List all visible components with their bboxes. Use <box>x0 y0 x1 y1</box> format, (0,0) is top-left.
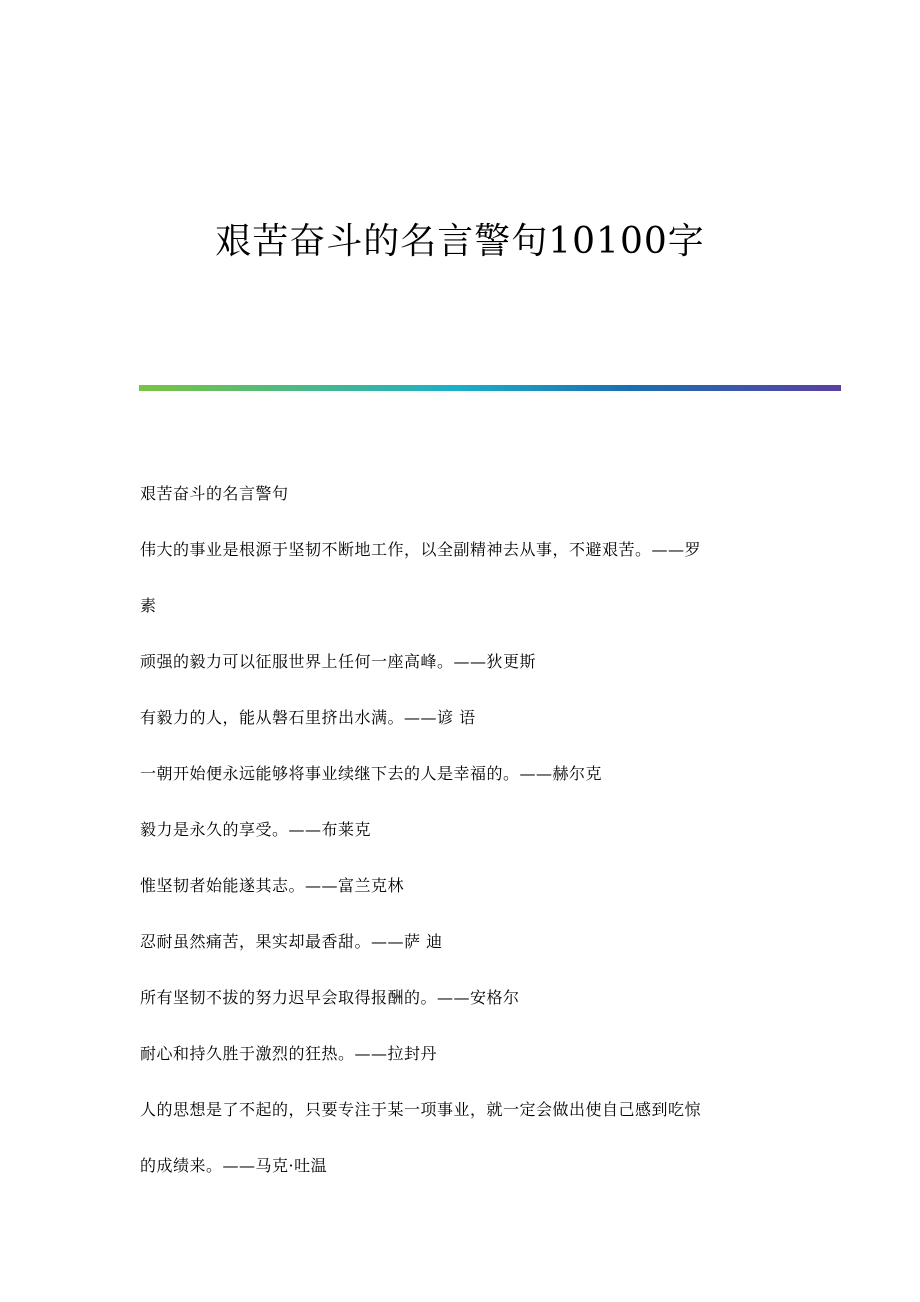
quote-line: 耐心和持久胜于激烈的狂热。——拉封丹 <box>140 1044 438 1063</box>
gradient-divider <box>139 385 841 391</box>
quote-line: 所有坚韧不拔的努力迟早会取得报酬的。——安格尔 <box>140 988 520 1007</box>
quote-line: 毅力是永久的享受。——布莱克 <box>140 820 372 839</box>
quote-line: 顽强的毅力可以征服世界上任何一座高峰。——狄更斯 <box>140 652 537 671</box>
document-body <box>140 466 780 1194</box>
quote-line: 惟坚韧者始能遂其志。——富兰克林 <box>140 876 405 895</box>
quote-line: 伟大的事业是根源于坚韧不断地工作，以全副精神去从事，不避艰苦。——罗 <box>140 540 702 559</box>
document-title: 艰苦奋斗的名言警句10100字 <box>215 221 705 262</box>
quote-line: 人的思想是了不起的，只要专注于某一项事业，就一定会做出使自己感到吃惊 <box>140 1100 702 1119</box>
quote-line: 忍耐虽然痛苦，果实却最香甜。——萨 迪 <box>140 932 443 951</box>
quote-line: 有毅力的人，能从磐石里挤出水满。——谚 语 <box>140 708 476 727</box>
quote-line: 素 <box>140 596 157 615</box>
quote-line: 一朝开始便永远能够将事业续继下去的人是幸福的。——赫尔克 <box>140 764 603 783</box>
quote-line: 的成绩来。——马克·吐温 <box>140 1156 328 1175</box>
section-heading: 艰苦奋斗的名言警句 <box>140 484 289 503</box>
